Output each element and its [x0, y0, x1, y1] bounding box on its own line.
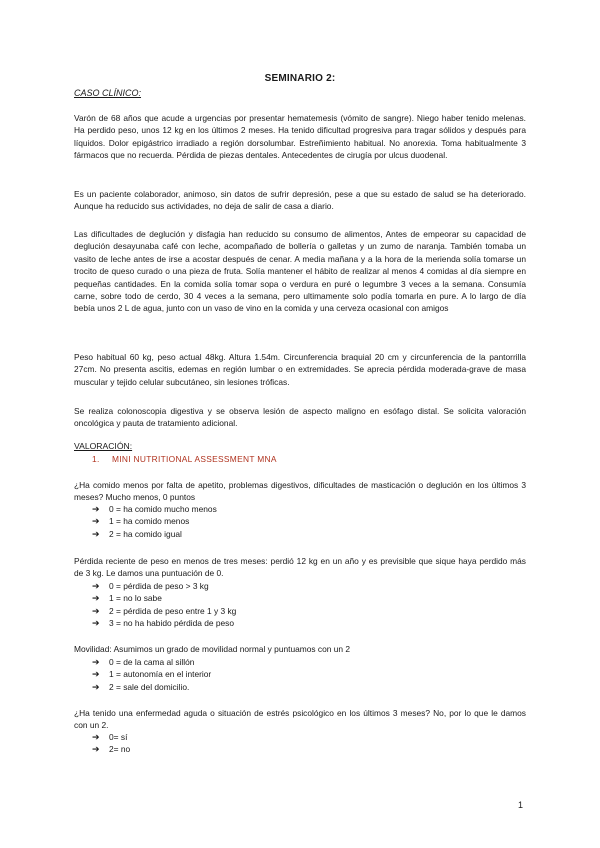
case-paragraph-1: Varón de 68 años que acude a urgencias por presentar hematemesis (vómito de sangre). Niego haber tenido melenas. Ha perdido peso, unos 12 kg en los últimos 2 meses. Ha tenido dificultad progresiva para tragar sólidos y después para líquidos. Dolor epigástrico irradiado a región dorsolumbar. Estreñimiento habitual. No anorexia. Toma habitualmente 3 fármacos que no recuerda. Pérdida de piezas dentales. Antecedentes de cirugía por ulcus duodenal. [74, 113, 526, 161]
options-appetite [92, 503, 217, 540]
list-item: ➔ 1 = no lo sabe [92, 593, 162, 604]
options-mobility [92, 656, 211, 693]
arrow-bullet-icon: ➔ [92, 618, 100, 629]
valoracion-heading: VALORACIÓN: [74, 441, 133, 451]
question-stress: ¿Ha tenido una enfermedad aguda o situación de estrés psicológico en los últimos 3 meses? No, por lo que le damos con un 2. [74, 708, 526, 731]
list-item: ➔ 0 = pérdida de peso > 3 kg [92, 581, 209, 591]
case-paragraph-4: Peso habitual 60 kg, peso actual 48kg. Altura 1.54m. Circunferencia braquial 20 cm y circunferencia de la pantorrilla 27cm. No presenta ascitis, edemas en región lumbar o en extremidades. Se aprecia pérdida moderada-grave de masa muscular y tejido celular subcutáneo, sin lesiones tróficas. [74, 352, 526, 387]
arrow-bullet-icon: ➔ [92, 744, 100, 755]
arrow-bullet-icon: ➔ [92, 681, 100, 692]
arrow-bullet-icon: ➔ [92, 657, 100, 667]
list-item: ➔ 2 = sale del domicilio. [92, 681, 190, 692]
arrow-bullet-icon: ➔ [92, 605, 100, 616]
arrow-bullet-icon: ➔ [92, 669, 100, 680]
arrow-bullet-icon: ➔ [92, 516, 100, 527]
arrow-bullet-icon: ➔ [92, 504, 100, 514]
options-stress [92, 731, 130, 756]
list-item: ➔ 2= no [92, 744, 131, 755]
list-item: ➔ 0 = de la cama al sillón [92, 657, 195, 667]
page-title: SEMINARIO 2: [264, 73, 336, 84]
arrow-bullet-icon: ➔ [92, 581, 100, 591]
arrow-bullet-icon: ➔ [92, 732, 100, 742]
list-item: ➔ 1 = autonomía en el interior [92, 669, 212, 680]
numbered-item-mna [92, 454, 277, 464]
arrow-bullet-icon: ➔ [92, 528, 100, 539]
numbered-item-text: MINI NUTRITIONAL ASSESSMENT MNA [112, 454, 277, 464]
case-paragraph-3: Las dificultades de deglución y disfagia han reducido su consumo de alimentos, Antes de empeorar su capacidad de deglución desayunaba café con leche, acompañado de bollería o galletas y un zumo de naranja. También tomaba un vasito de leche antes de irse a acostar después de cenar. A media mañana y a la hora de la merienda solía tomarse un trocito de queso curado o una pieza de fruta. Solía mantener el hábito de realizar al menos 4 comidas al día siempre en pequeñas cantidades. En la comida solía tomar sopa o verdura en puré o legumbre 3 veces a la semana. Consumía carne, sobre todo de cerdo, 30 4 veces a la semana, pero ultimamente solo podía tomarla en pure. A lo largo de día bebía unos 2 L de agua, junto con un vaso de vino en la comida y una cerveza ocasional con amigos [74, 229, 526, 314]
list-item: ➔ 2 = pérdida de peso entre 1 y 3 kg [92, 605, 237, 616]
numbered-item-number: 1. [92, 454, 100, 464]
case-paragraph-2: Es un paciente colaborador, animoso, sin datos de sufrir depresión, pese a que su estado de salud se ha deteriorado. Aunque ha reducido sus actividades, no deja de salir de casa a diario. [74, 189, 526, 212]
question-mobility: Movilidad: Asumimos un grado de movilidad normal y puntuamos con un 2 [74, 644, 351, 654]
list-item: ➔ 0 = ha comido mucho menos [92, 504, 217, 514]
list-item: ➔ 0= sí [92, 732, 128, 742]
arrow-bullet-icon: ➔ [92, 593, 100, 604]
list-item: ➔ 2 = ha comido igual [92, 528, 182, 539]
case-paragraph-5: Se realiza colonoscopia digestiva y se observa lesión de aspecto maligno en esófago distal. Se solicita valoración oncológica y pauta de tratamiento adicional. [74, 406, 526, 429]
list-item: ➔ 3 = no ha habido pérdida de peso [92, 618, 235, 629]
case-heading: CASO CLÍNICO: [74, 88, 142, 98]
list-item: ➔ 1 = ha comido menos [92, 516, 190, 527]
options-weight-loss [92, 580, 236, 630]
question-appetite: ¿Ha comido menos por falta de apetito, problemas digestivos, dificultades de masticación o deglución en los últimos 3 meses? Mucho menos, 0 puntos [74, 480, 526, 503]
page-number: 1 [518, 800, 524, 810]
question-weight-loss: Pérdida reciente de peso en menos de tres meses: perdió 12 kg en un año y es previsible que sique haya perdido más de 3 kg. Le damos una puntuación de 0. [74, 556, 526, 579]
